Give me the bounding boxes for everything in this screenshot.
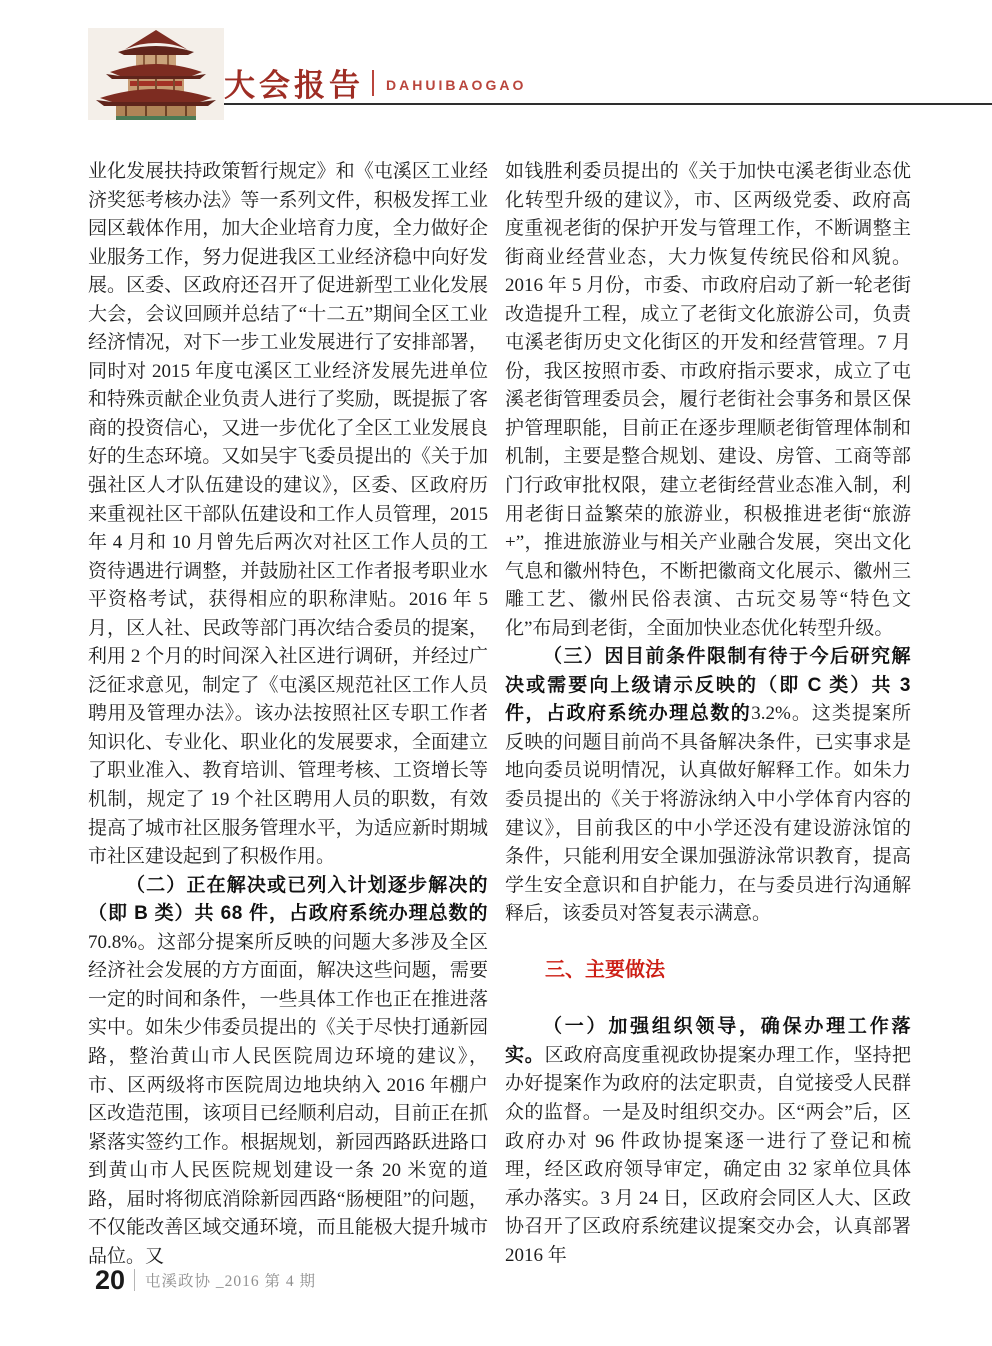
section-heading-main-practices: 三、主要做法 [545,958,665,981]
title-divider [372,70,374,96]
pagoda-photo [88,28,224,120]
left-column [88,158,488,1271]
section-subtitle: DAHUIBAOGAO [386,76,527,93]
footer-divider [134,1269,135,1291]
paragraph [505,1013,911,1270]
page-number: 20 [95,1264,126,1295]
pagoda-illustration [88,28,224,120]
paragraph-bold-lead: （一）加强组织领导，确保办理工作落实。 [505,1016,911,1066]
page-header [0,0,992,130]
paragraph [505,158,911,643]
paragraph [505,643,911,928]
right-column [505,158,911,1270]
page-footer [95,1262,316,1298]
paragraph-text: 3.2%。这类提案所反映的问题目前尚不具备解决条件，已实事求是地向委员说明情况，认真做好解释工作。如朱力委员提出的《关于将游泳纳入中小学体育内容的建议》，目前我区的中小学还没有建设游泳馆的条件，只能利用安全课加强游泳常识教育，提高学生安全意识和自护能力，在与委员进行沟通解释后，该委员对答复表示满意。 [505,703,911,925]
paragraph-bold-lead: （三）因目前条件限制有待于今后研究解决或需要向上级请示反映的（即 C 类）共 3 件，占政府系统办理总数的 [505,646,911,725]
section-title-group [224,60,526,105]
paragraph-text: 区政府高度重视政协提案办理工作，坚持把办好提案作为政府的法定职责，自觉接受人民群众的监督。一是及时组织交办。区“两会”后，区政府办对 96 件政协提案逐一进行了登记和梳理，经区政府领导审定，确定由 32 家单位具体承办落实。3 月 24 日，区政府会同区人大、区政协召开了区政府系统建议提案交办会，认真部署 2016 年 [505,1044,911,1266]
header-rule [224,103,992,105]
paragraph [88,872,488,1272]
section-title: 大会报告 [224,68,364,103]
issue-label: 屯溪政协 _2016 第 4 期 [145,1273,317,1290]
paragraph-text: 业化发展扶持政策暂行规定》和《屯溪区工业经济奖惩考核办法》等一系列文件，积极发挥工业园区载体作用，加大企业培育力度，全力做好企业服务工作，努力促进我区工业经济稳中向好发展。区委、区政府还召开了促进新型工业化发展大会，会议回顾并总结了“十二五”期间全区工业经济情况，对下一步工业发展进行了安排部署，同时对 2015 年度屯溪区工业经济发展先进单位和特殊贡献企业负责人进行了奖励，既提振了客商的投资信心，又进一步优化了全区工业发展良好的生态环境。又如吴宇飞委员提出的《关于加强社区人才队伍建设的建议》，区委、区政府历来重视社区干部队伍建设和工作人员管理，2015 年 4 月和 10 月曾先后两次对社区工作人员的工资待遇进行调整，并鼓励社区工作者报考职业水平资格考试，获得相应的职称津贴。2016 年 5 月，区人社、民政等部门再次结合委员的提案，利用 2 个月的时间深入社区进行调研，并经过广泛征求意见，制定了《屯溪区规范社区工作人员聘用及管理办法》。该办法按照社区专职工作者知识化、专业化、职业化的发展要求，全面建立了职业准入、教育培训、管理考核、工资增长等机制，规定了 19 个社区聘用人员的职数，有效提高了城市社区服务管理水平，为适应新时期城市社区建设起到了积极作用。 [88,161,488,868]
paragraph-text: 如钱胜利委员提出的《关于加快屯溪老街业态优化转型升级的建议》，市、区两级党委、政府高度重视老街的保护开发与管理工作，不断调整主街商业经营业态，大力恢复传统民俗和风貌。2016 年 5 月份，市委、市政府启动了新一轮老街改造提升工程，成立了老街文化旅游公司，负责屯溪老街历史文化街区的开发和经营管理。7 月份，我区按照市委、市政府指示要求，成立了屯溪老街管理委员会，履行老街社会事务和景区保护管理职能，目前正在逐步理顺老街管理体制和机制，主要是整合规划、建设、房管、工商等部门行政审批权限，建立老街经营业态准入制，利用老街日益繁荣的旅游业，积极推进老街“旅游 +”，推进旅游业与相关产业融合发展，突出文化气息和徽州特色，不断把徽商文化展示、徽州三雕工艺、徽州民俗表演、古玩交易等“特色文化”布局到老街，全面加快业态优化转型升级。 [505,161,911,639]
paragraph-text: 70.8%。这部分提案所反映的问题大多涉及全区经济社会发展的方方面面，解决这些问题，需要一定的时间和条件，一些具体工作也正在推进落实中。如朱少伟委员提出的《关于尽快打通新园路，整治黄山市人民医院周边环境的建议》，市、区两级将市医院周边地块纳入 2016 年棚户区改造范围，该项目已经顺利启动，目前正在抓紧落实签约工作。根据规划，新园西路跃进路口到黄山市人民医院规划建设一条 20 米宽的道路，届时将彻底消除新园西路“肠梗阻”的问题，不仅能改善区域交通环境，而且能极大提升城市品位。又 [88,931,488,1267]
paragraph-bold-lead: （二）正在解决或已列入计划逐步解决的（即 B 类）共 68 件，占政府系统办理总数的 [88,874,488,925]
paragraph [88,158,488,872]
